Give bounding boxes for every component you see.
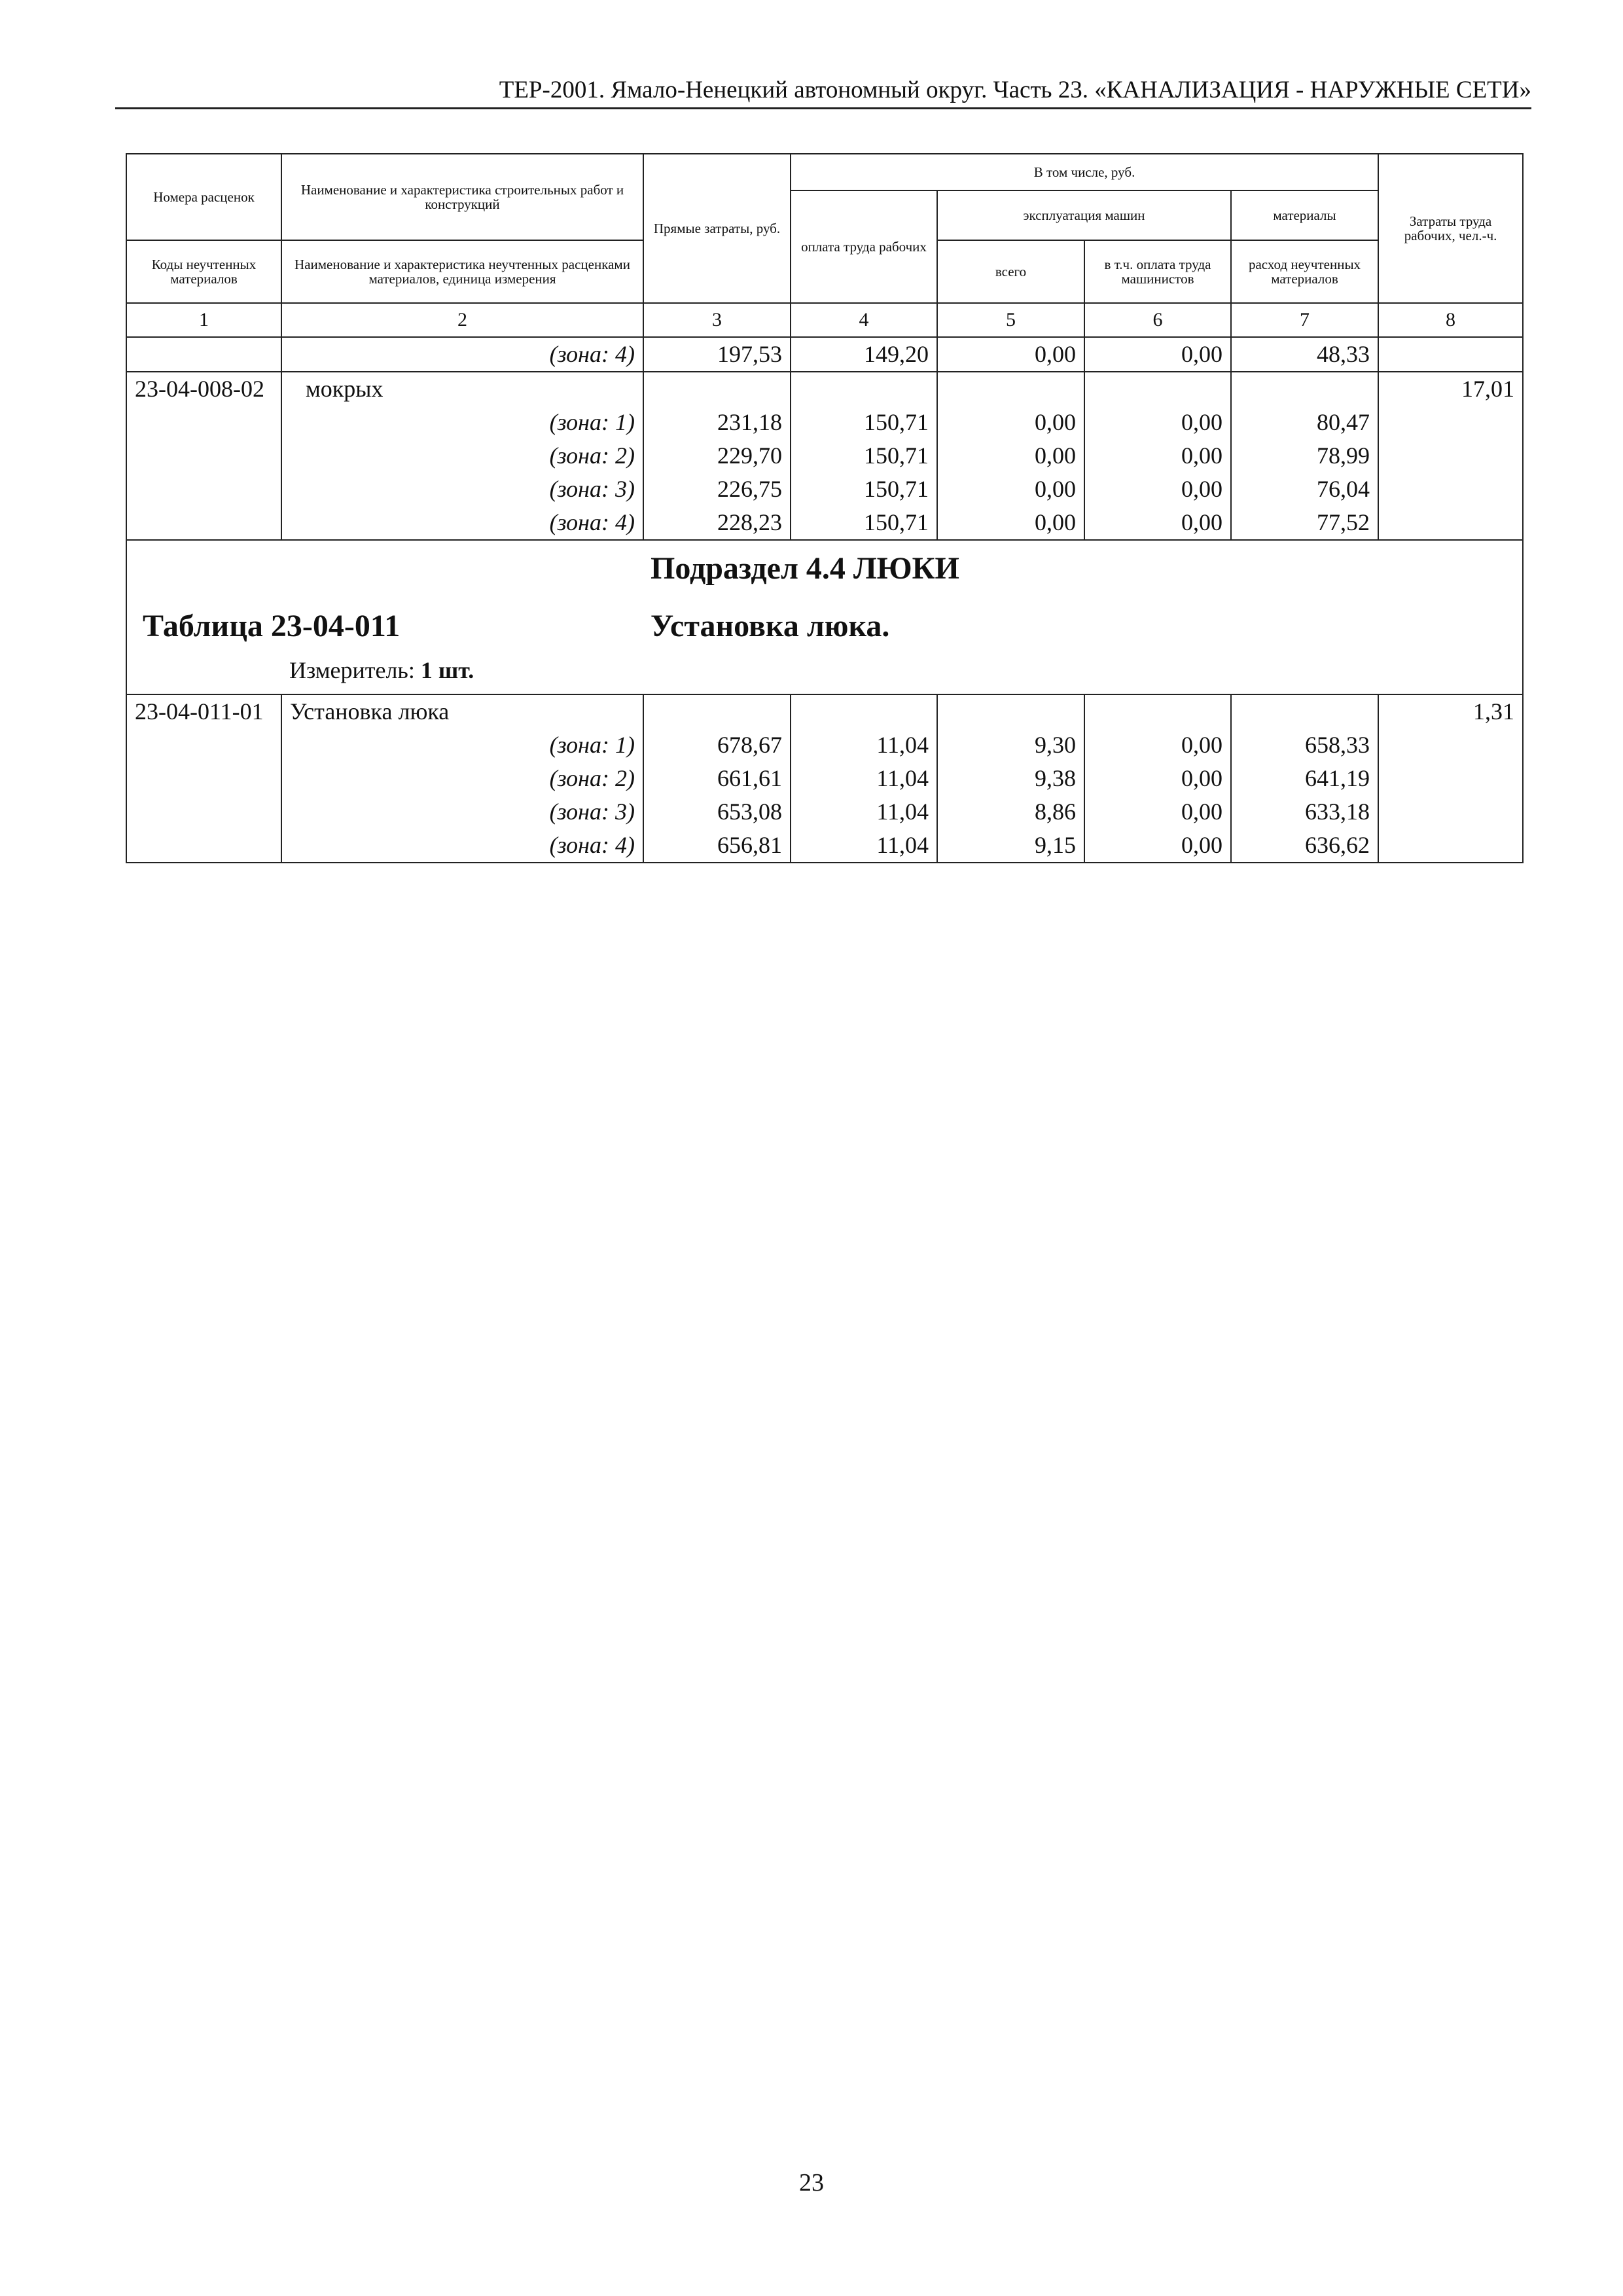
running-header: ТЕР-2001. Ямало-Ненецкий автономный округ. Часть 23. «КАНАЛИЗАЦИЯ - НАРУЖНЫЕ СЕТИ» xyxy=(115,73,1531,109)
column-number: 1 xyxy=(126,303,281,337)
zone-label: (зона: 2) xyxy=(281,439,643,473)
direct-costs: 228,23 xyxy=(643,506,791,540)
measure-label: Измеритель: xyxy=(289,657,415,683)
subsection-title: Подраздел 4.4 ЛЮКИ xyxy=(651,551,959,586)
materials-cost: 633,18 xyxy=(1231,795,1378,829)
worker-wages: 150,71 xyxy=(791,473,937,506)
materials-cost: 636,62 xyxy=(1231,829,1378,863)
header-rate-numbers: Номера расценок xyxy=(126,154,281,240)
materials-cost: 77,52 xyxy=(1231,506,1378,540)
direct-costs: 229,70 xyxy=(643,439,791,473)
header-machines-total: всего xyxy=(937,240,1084,303)
zone-label: (зона: 4) xyxy=(281,829,643,863)
machines-total: 9,38 xyxy=(937,762,1084,795)
table-title: Установка люка. xyxy=(651,609,890,643)
machines-total: 0,00 xyxy=(937,337,1084,372)
materials-cost: 80,47 xyxy=(1231,406,1378,439)
header-machine-operation: эксплуатация машин xyxy=(937,190,1231,240)
column-number: 8 xyxy=(1378,303,1523,337)
table-row xyxy=(126,439,1523,473)
direct-costs: 678,67 xyxy=(643,728,791,762)
table-row xyxy=(126,829,1523,863)
subsection-cell xyxy=(126,540,1523,694)
table-header xyxy=(126,154,1523,303)
zone-label: (зона: 4) xyxy=(281,506,643,540)
header-materials: материалы xyxy=(1231,190,1378,240)
table-label: Таблица 23-04-011 xyxy=(143,609,401,643)
machinist-wages: 0,00 xyxy=(1084,473,1231,506)
rate-code xyxy=(126,337,281,372)
column-number: 5 xyxy=(937,303,1084,337)
column-number: 2 xyxy=(281,303,643,337)
materials-cost: 658,33 xyxy=(1231,728,1378,762)
rate-code: 23-04-008-02 xyxy=(126,372,281,406)
table-row xyxy=(126,762,1523,795)
materials-cost: 78,99 xyxy=(1231,439,1378,473)
machinist-wages: 0,00 xyxy=(1084,439,1231,473)
worker-wages: 150,71 xyxy=(791,506,937,540)
work-name: мокрых xyxy=(281,372,643,406)
column-number: 7 xyxy=(1231,303,1378,337)
worker-wages: 11,04 xyxy=(791,829,937,863)
machines-total: 0,00 xyxy=(937,439,1084,473)
header-unaccounted-materials: расход неучтенных материалов xyxy=(1231,240,1378,303)
table-row xyxy=(126,694,1523,728)
rate-code: 23-04-011-01 xyxy=(126,694,281,728)
materials-cost: 48,33 xyxy=(1231,337,1378,372)
rates-table xyxy=(126,153,1524,863)
direct-costs: 231,18 xyxy=(643,406,791,439)
column-number: 4 xyxy=(791,303,937,337)
machinist-wages: 0,00 xyxy=(1084,795,1231,829)
machines-total: 0,00 xyxy=(937,473,1084,506)
table-row xyxy=(126,473,1523,506)
header-machinist-wages: в т.ч. оплата труда машинистов xyxy=(1084,240,1231,303)
table-row xyxy=(126,372,1523,406)
column-number: 3 xyxy=(643,303,791,337)
zone-label: (зона: 3) xyxy=(281,473,643,506)
machinist-wages: 0,00 xyxy=(1084,337,1231,372)
machines-total: 9,15 xyxy=(937,829,1084,863)
zone-label: (зона: 4) xyxy=(281,337,643,372)
column-numbers-row xyxy=(126,303,1523,337)
zone-label: (зона: 3) xyxy=(281,795,643,829)
column-number: 6 xyxy=(1084,303,1231,337)
machinist-wages: 0,00 xyxy=(1084,728,1231,762)
header-including: В том числе, руб. xyxy=(791,154,1378,190)
machinist-wages: 0,00 xyxy=(1084,406,1231,439)
header-worker-wages: оплата труда рабочих xyxy=(791,190,937,303)
header-labor-hours: Затраты труда рабочих, чел.-ч. xyxy=(1378,154,1523,303)
worker-wages: 149,20 xyxy=(791,337,937,372)
header-direct-costs: Прямые затраты, руб. xyxy=(643,154,791,303)
work-name: Установка люка xyxy=(281,694,643,728)
measure-value: 1 шт. xyxy=(420,657,474,683)
direct-costs: 226,75 xyxy=(643,473,791,506)
page-number: 23 xyxy=(799,2169,824,2197)
worker-wages: 150,71 xyxy=(791,406,937,439)
labor-hours: 1,31 xyxy=(1378,694,1523,728)
table-row xyxy=(126,406,1523,439)
table-row xyxy=(126,506,1523,540)
worker-wages: 11,04 xyxy=(791,728,937,762)
machines-total: 9,30 xyxy=(937,728,1084,762)
machines-total: 0,00 xyxy=(937,406,1084,439)
machinist-wages: 0,00 xyxy=(1084,762,1231,795)
labor-hours: 17,01 xyxy=(1378,372,1523,406)
zone-label: (зона: 1) xyxy=(281,728,643,762)
zone-label: (зона: 2) xyxy=(281,762,643,795)
header-material-codes: Коды неучтенных материалов xyxy=(126,240,281,303)
machines-total: 0,00 xyxy=(937,506,1084,540)
machinist-wages: 0,00 xyxy=(1084,829,1231,863)
table-row xyxy=(126,337,1523,372)
worker-wages: 11,04 xyxy=(791,795,937,829)
direct-costs: 656,81 xyxy=(643,829,791,863)
direct-costs: 197,53 xyxy=(643,337,791,372)
table-row xyxy=(126,795,1523,829)
measure-line xyxy=(289,652,474,689)
worker-wages: 150,71 xyxy=(791,439,937,473)
machinist-wages: 0,00 xyxy=(1084,506,1231,540)
header-material-description: Наименование и характеристика неучтенных расценками материалов, единица измерения xyxy=(281,240,643,303)
materials-cost: 641,19 xyxy=(1231,762,1378,795)
direct-costs: 653,08 xyxy=(643,795,791,829)
machines-total: 8,86 xyxy=(937,795,1084,829)
table-row xyxy=(126,728,1523,762)
labor-hours xyxy=(1378,337,1523,372)
subsection-row xyxy=(126,540,1523,694)
zone-label: (зона: 1) xyxy=(281,406,643,439)
worker-wages: 11,04 xyxy=(791,762,937,795)
direct-costs: 661,61 xyxy=(643,762,791,795)
header-work-description: Наименование и характеристика строительных работ и конструкций xyxy=(281,154,643,240)
materials-cost: 76,04 xyxy=(1231,473,1378,506)
